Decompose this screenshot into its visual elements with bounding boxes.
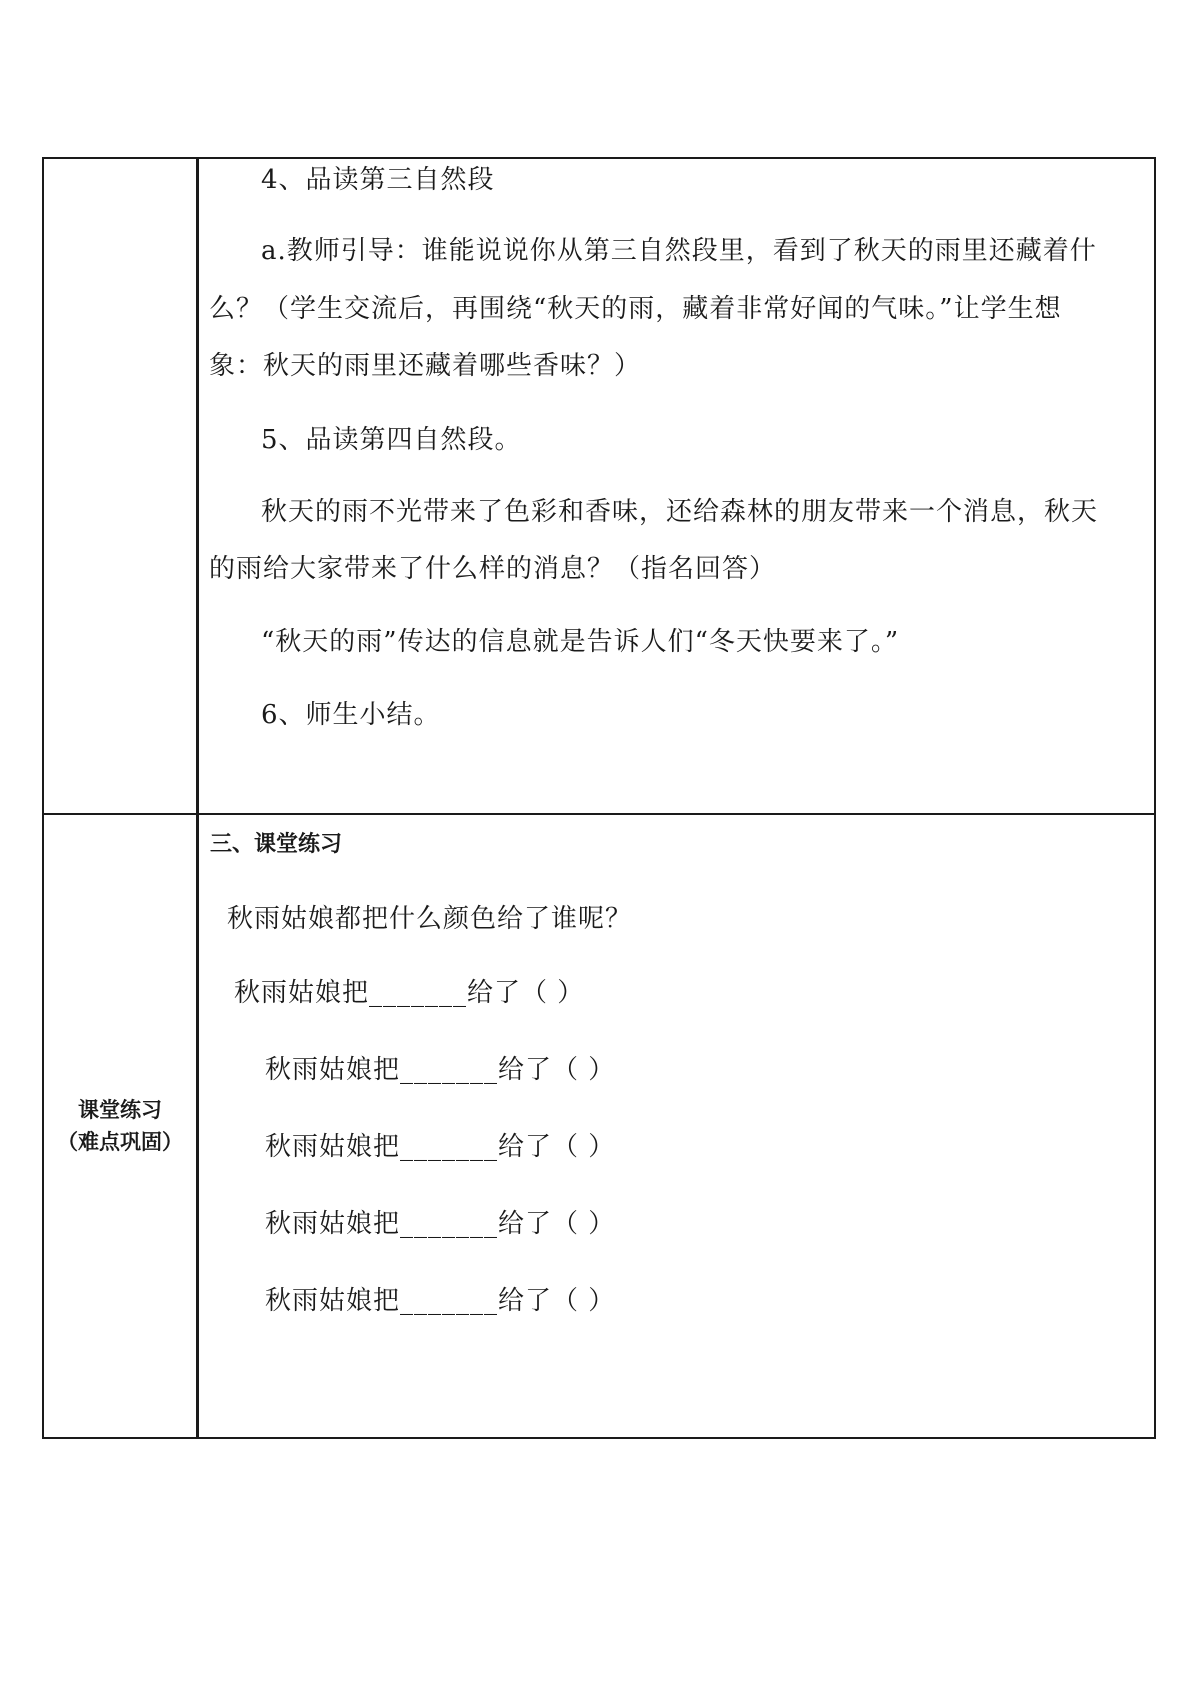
- paragraph-step-6: 6、师生小结。: [261, 700, 441, 730]
- section-title: 三、课堂练习: [210, 832, 343, 857]
- paragraph-rain-message-line2: 的雨给大家带来了什么样的消息？（指名回答）: [209, 554, 777, 584]
- row-label-cell: [43, 814, 198, 1438]
- exercise-line-5: 秋雨姑娘把_______给了（ ）: [265, 1286, 616, 1316]
- row-label-cell: [43, 158, 198, 814]
- exercise-line-2: 秋雨姑娘把_______给了（ ）: [265, 1055, 616, 1085]
- table-row: [43, 814, 1155, 1438]
- paragraph-rain-message-line1: 秋天的雨不光带来了色彩和香味，还给森林的朋友带来一个消息，秋天: [261, 497, 1099, 527]
- practice-question: 秋雨姑娘都把什么颜色给了谁呢？: [227, 904, 633, 934]
- paragraph-step-5: 5、品读第四自然段。: [261, 425, 522, 455]
- exercise-line-3: 秋雨姑娘把_______给了（ ）: [265, 1132, 616, 1162]
- lesson-plan-table: [42, 157, 1156, 1439]
- paragraph-step-4: 4、品读第三自然段: [261, 165, 495, 195]
- teaching-process-cell: [198, 158, 1156, 814]
- class-practice-cell: [198, 814, 1156, 1438]
- table-row: [43, 158, 1155, 814]
- exercise-line-1: 秋雨姑娘把_______给了（ ）: [234, 978, 585, 1008]
- row-label-subtitle: （难点巩固）: [57, 1130, 183, 1154]
- paragraph-teacher-guide-line1: a.教师引导：谁能说说你从第三自然段里，看到了秋天的雨里还藏着什: [261, 236, 1097, 266]
- row-label-title: 课堂练习: [78, 1098, 162, 1122]
- paragraph-winter-coming: “秋天的雨”传达的信息就是告诉人们“冬天快要来了。”: [261, 627, 900, 657]
- exercise-line-4: 秋雨姑娘把_______给了（ ）: [265, 1209, 616, 1239]
- paragraph-teacher-guide-line3: 象：秋天的雨里还藏着哪些香味？）: [209, 351, 642, 381]
- paragraph-teacher-guide-line2: 么？（学生交流后，再围绕“秋天的雨，藏着非常好闻的气味。”让学生想: [209, 294, 1062, 324]
